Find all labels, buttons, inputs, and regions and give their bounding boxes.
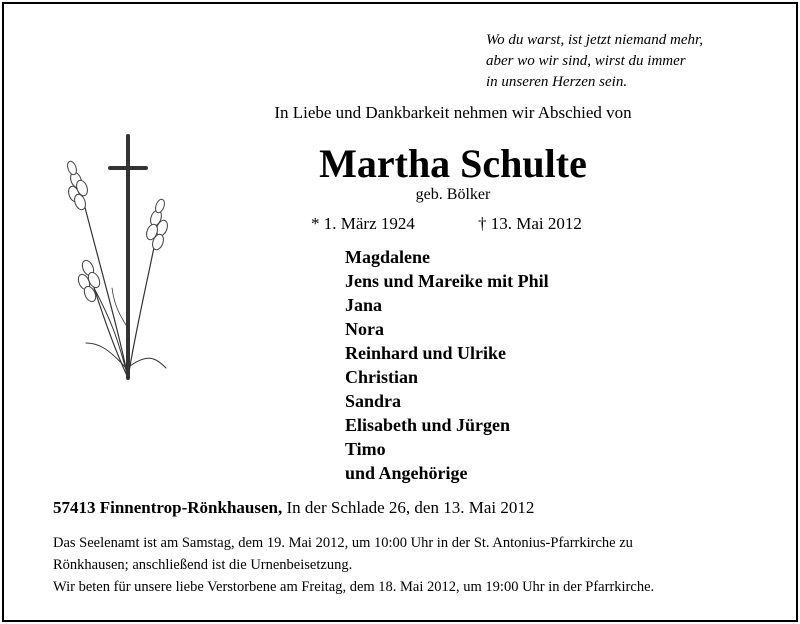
mourners-list (345, 245, 549, 485)
address-place: 57413 Finnentrop-Rönkhausen, (53, 498, 283, 517)
maiden-name: geb. Bölker (415, 186, 491, 203)
death-date: † 13. Mai 2012 (478, 214, 582, 233)
birth-date: * 1. März 1924 (311, 214, 415, 233)
address-street-date: In der Schlade 26, den 13. Mai 2012 (282, 498, 535, 517)
mourner-name: Reinhard und Ulrike (345, 343, 507, 363)
mourner-name: Jana (345, 295, 383, 315)
mourner-name: Magdalene (345, 247, 430, 267)
mourner-name: Sandra (345, 391, 402, 411)
note-line: Wir beten für unsere liebe Verstorbene am Freitag, dem 18. Mai 2012, um 19:00 Uhr in der Pfarrkirche. (53, 579, 655, 595)
mourner-name: Elisabeth und Jürgen (345, 415, 511, 435)
note-line: Das Seelenamt ist am Samstag, dem 19. Mai 2012, um 10:00 Uhr in der St. Antonius-Pfarrkirche zu (53, 535, 633, 551)
mourner-name: und Angehörige (345, 463, 468, 483)
cross-with-wheat-icon (48, 128, 178, 388)
motto-line: Wo du warst, ist jetzt niemand mehr, (486, 32, 703, 48)
intro-text: In Liebe und Dankbarkeit nehmen wir Abschied von (274, 103, 632, 122)
note-line: Rönkhausen; anschließend ist die Urnenbeisetzung. (53, 557, 353, 573)
address-line (53, 498, 534, 518)
motto-line: in unseren Herzen sein. (486, 74, 628, 90)
mourner-name: Timo (345, 439, 386, 459)
deceased-name: Martha Schulte (319, 141, 587, 186)
mourner-name: Christian (345, 367, 419, 387)
motto-quote (486, 30, 703, 93)
motto-line: aber wo wir sind, wirst du immer (486, 53, 686, 69)
mourner-name: Jens und Mareike mit Phil (345, 271, 549, 291)
service-notes (53, 532, 773, 598)
mourner-name: Nora (345, 319, 384, 339)
